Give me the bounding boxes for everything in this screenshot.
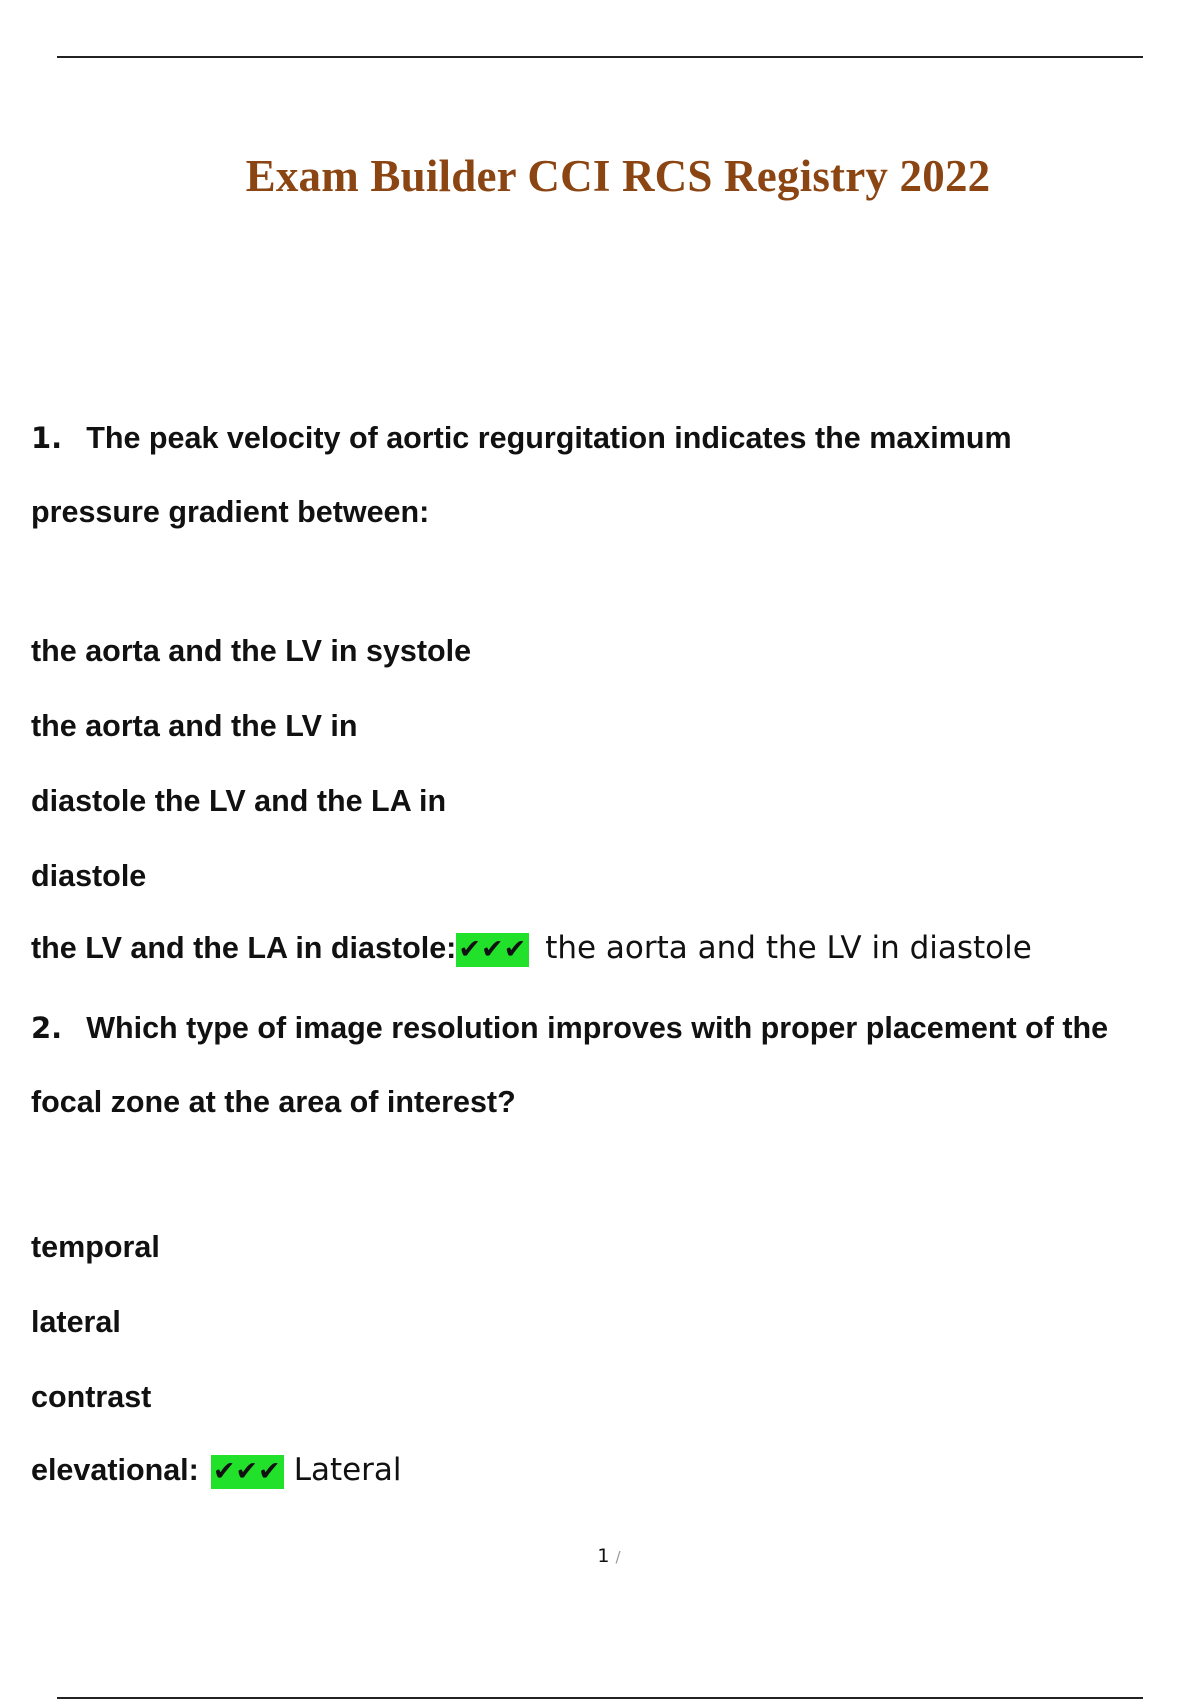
page-separator: /: [615, 1548, 621, 1566]
question-1-answer: the aorta and the LV in diastole: [545, 930, 1032, 966]
page-number-value: 1: [597, 1545, 610, 1567]
checkmarks-icon: ✔✔✔: [211, 1455, 284, 1489]
bottom-rule: [57, 1697, 1143, 1699]
question-2-prompt-text: Which type of image resolution improves with proper placement of the: [86, 1011, 1109, 1045]
question-1-option: diastole: [31, 859, 147, 893]
top-rule: [57, 56, 1143, 58]
question-2-option: lateral: [31, 1305, 121, 1339]
question-2-prompt-line1: [31, 1013, 1108, 1044]
checkmarks-icon: ✔✔✔: [456, 933, 529, 967]
question-1-number: 1.: [31, 421, 63, 455]
question-1-option: the aorta and the LV in: [31, 709, 358, 743]
question-2-answer: Lateral: [293, 1452, 402, 1488]
question-2-answer-line: [31, 1452, 402, 1489]
question-1-prompt-line2: pressure gradient between:: [31, 495, 430, 529]
question-2-option: temporal: [31, 1230, 160, 1264]
question-1-option: diastole the LV and the LA in: [31, 784, 447, 818]
document-title: Exam Builder CCI RCS Registry 2022: [245, 151, 991, 201]
question-2-option: contrast: [31, 1380, 152, 1414]
question-1-answer-line: [31, 930, 1032, 967]
page-number: [0, 1545, 1200, 1567]
question-1-prompt-line1: [31, 423, 1012, 454]
question-1-final-option: the LV and the LA in diastole:: [31, 931, 457, 965]
question-2-number: 2.: [31, 1011, 63, 1045]
question-1-option: the aorta and the LV in systole: [31, 634, 472, 668]
question-1-prompt-text: The peak velocity of aortic regurgitation indicates the maximum: [86, 421, 1012, 455]
question-2-final-option: elevational:: [31, 1453, 199, 1487]
question-2-prompt-line2: focal zone at the area of interest?: [31, 1085, 516, 1119]
